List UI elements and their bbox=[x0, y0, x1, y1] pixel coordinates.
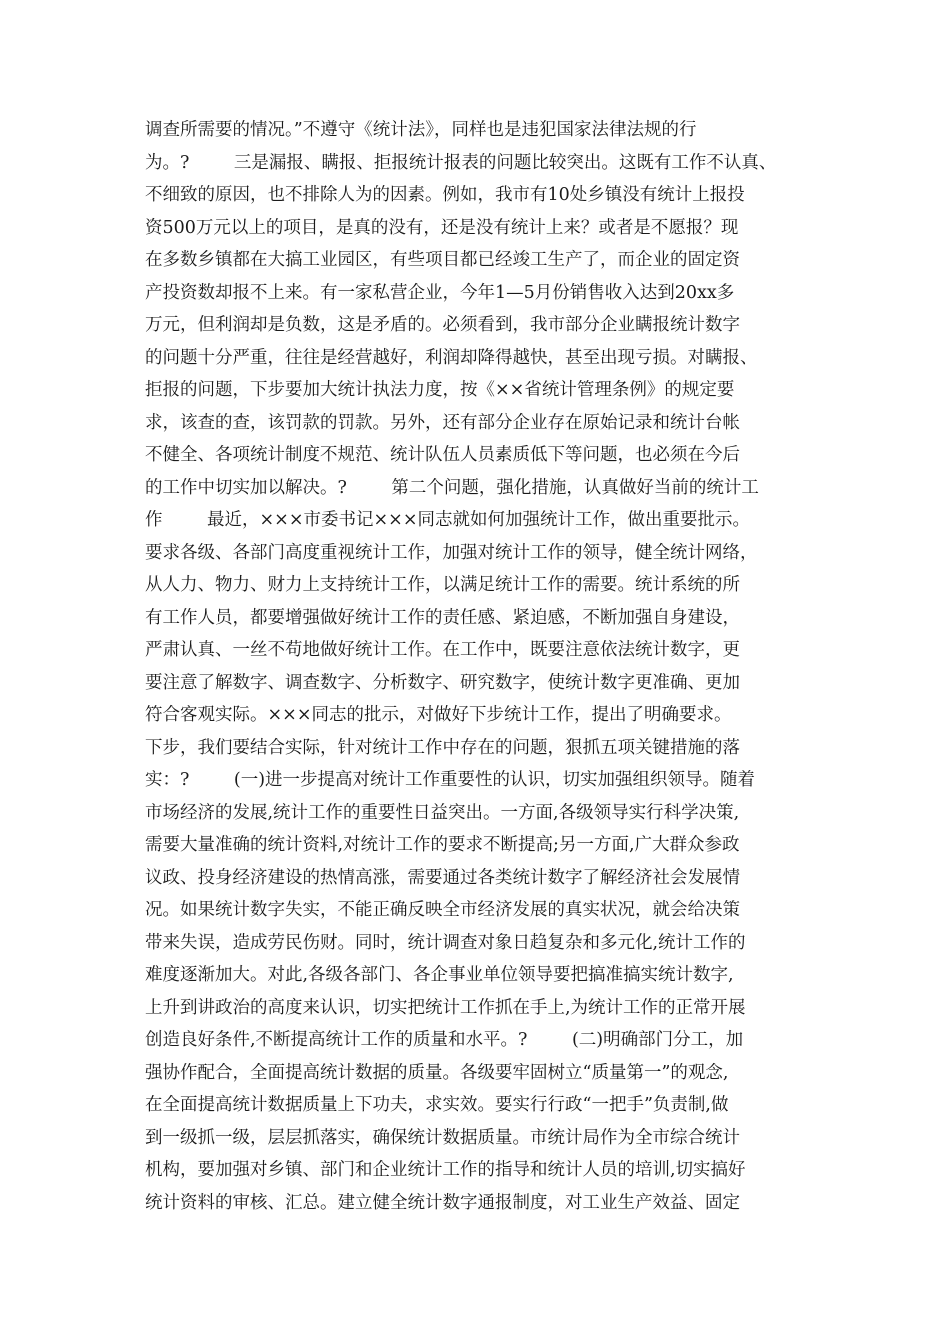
text-line: 作 最近，×××市委书记×××同志就如何加强统计工作，做出重要批示。 bbox=[145, 510, 750, 530]
text-line: 产投资数却报不上来。有一家私营企业，今年1—5月份销售收入达到20xx多 bbox=[145, 282, 735, 303]
text-line: 的问题十分严重，往往是经营越好，利润却降得越快，甚至出现亏损。对瞒报、 bbox=[145, 347, 758, 368]
text-line: 统计资料的审核、汇总。建立健全统计数字通报制度，对工业生产效益、固定 bbox=[145, 1192, 740, 1213]
text-line: 况。如果统计数字失实，不能正确反映全市经济发展的真实状况，就会给决策 bbox=[145, 900, 740, 920]
text-line: 调查所需要的情况。”不遵守《统计法》，同样也是违犯国家法律法规的行 bbox=[145, 120, 697, 140]
text-line: 符合客观实际。×××同志的批示，对做好下步统计工作，提出了明确要求。 bbox=[145, 705, 732, 725]
text-line: 在全面提高统计数据质量上下功夫，求实效。要实行行政“一把手”负责制,做 bbox=[145, 1095, 729, 1115]
text-line: 不健全、各项统计制度不规范、统计队伍人员素质低下等问题，也必须在今后 bbox=[145, 445, 740, 465]
text-line: 为。? 三是漏报、瞒报、拒报统计报表的问题比较突出。这既有工作不认真、 bbox=[145, 152, 777, 173]
text-line: 有工作人员，都要增强做好统计工作的责任感、紧迫感，不断加强自身建设， bbox=[145, 607, 740, 628]
text-line: 严肃认真、一丝不苟地做好统计工作。在工作中，既要注意依法统计数字，更 bbox=[145, 640, 740, 660]
text-line: 在多数乡镇都在大搞工业园区，有些项目都已经竣工生产了，而企业的固定资 bbox=[145, 250, 740, 270]
text-line: 机构，要加强对乡镇、部门和企业统计工作的指导和统计人员的培训,切实搞好 bbox=[145, 1160, 746, 1180]
text-line: 万元，但利润却是负数，这是矛盾的。必须看到，我市部分企业瞒报统计数字 bbox=[145, 315, 740, 335]
text-line: 难度逐渐加大。对此,各级各部门、各企事业单位领导要把搞准搞实统计数字, bbox=[145, 965, 734, 985]
text-line: 从人力、物力、财力上支持统计工作，以满足统计工作的需要。统计系统的所 bbox=[145, 575, 740, 595]
text-line: 议政、投身经济建设的热情高涨，需要通过各类统计数字了解经济社会发展情 bbox=[145, 867, 740, 888]
text-line: 资500万元以上的项目，是真的没有，还是没有统计上来？或者是不愿报？现 bbox=[145, 217, 739, 238]
text-line: 拒报的问题，下步要加大统计执法力度，按《××省统计管理条例》的规定要 bbox=[145, 380, 735, 400]
text-line: 下步，我们要结合实际，针对统计工作中存在的问题，狠抓五项关键措施的落 bbox=[145, 737, 740, 758]
text-line: 带来失误，造成劳民伤财。同时，统计调查对象日趋复杂和多元化,统计工作的 bbox=[145, 932, 746, 953]
text-line: 上升到讲政治的高度来认识，切实把统计工作抓在手上,为统计工作的正常开展 bbox=[145, 997, 746, 1018]
text-line: 市场经济的发展,统计工作的重要性日益突出。一方面,各级领导实行科学决策, bbox=[145, 802, 740, 823]
text-line: 强协作配合，全面提高统计数据的质量。各级要牢固树立“质量第一”的观念, bbox=[145, 1062, 729, 1083]
text-line: 求，该查的查，该罚款的罚款。另外，还有部分企业存在原始记录和统计台帐 bbox=[145, 412, 740, 433]
text-line: 创造良好条件,不断提高统计工作的质量和水平。? (二)明确部门分工，加 bbox=[145, 1030, 744, 1050]
text-line: 要注意了解数字、调查数字、分析数字、研究数字，使统计数字更准确、更加 bbox=[145, 672, 740, 693]
text-line: 需要大量准确的统计资料,对统计工作的要求不断提高;另一方面,广大群众参政 bbox=[145, 835, 740, 855]
text-line: 到一级抓一级，层层抓落实，确保统计数据质量。市统计局作为全市综合统计 bbox=[145, 1127, 740, 1148]
body-text bbox=[145, 114, 815, 1219]
text-line: 实：? (一)进一步提高对统计工作重要性的认识，切实加强组织领导。随着 bbox=[145, 770, 756, 790]
text-line: 的工作中切实加以解决。? 第二个问题，强化措施，认真做好当前的统计工 bbox=[145, 477, 759, 498]
text-line: 要求各级、各部门高度重视统计工作，加强对统计工作的领导，健全统计网络， bbox=[145, 542, 758, 563]
text-line: 不细致的原因，也不排除人为的因素。例如，我市有10处乡镇没有统计上报投 bbox=[145, 185, 745, 205]
